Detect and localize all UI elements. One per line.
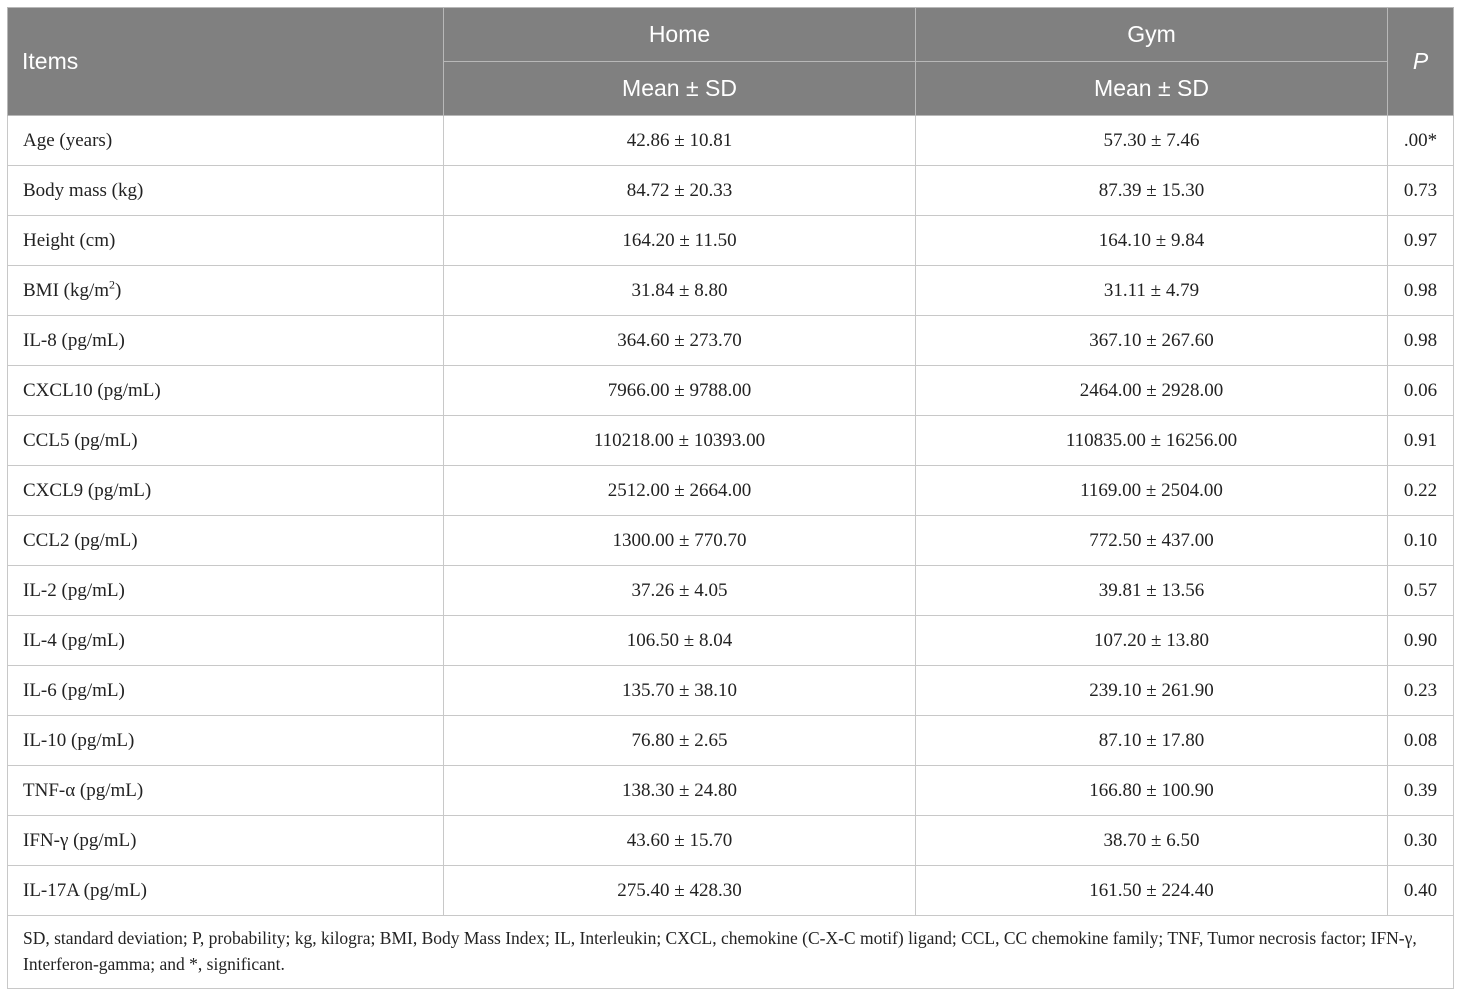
footnote-row bbox=[8, 916, 1454, 989]
cell-gym: 57.30 ± 7.46 bbox=[916, 116, 1388, 166]
cell-home: 138.30 ± 24.80 bbox=[444, 766, 916, 816]
table-row bbox=[8, 616, 1454, 666]
cell-home: 84.72 ± 20.33 bbox=[444, 166, 916, 216]
table-row bbox=[8, 566, 1454, 616]
table-row bbox=[8, 466, 1454, 516]
cell-item: IL-4 (pg/mL) bbox=[8, 616, 444, 666]
cell-item: CXCL9 (pg/mL) bbox=[8, 466, 444, 516]
cell-item-text: BMI (kg/m bbox=[23, 279, 110, 301]
cell-item: TNF-α (pg/mL) bbox=[8, 766, 444, 816]
table-row bbox=[8, 266, 1454, 316]
table-footnote: SD, standard deviation; P, probability; kg, kilogra; BMI, Body Mass Index; IL, Interleukin; CXCL, chemokine (C-X-C motif) ligand; CCL, CC chemokine family; TNF, Tumor necrosis factor; IFN-γ, Interferon-gamma; and *, significant. bbox=[8, 916, 1454, 989]
cell-p: 0.06 bbox=[1388, 366, 1454, 416]
cell-p: 0.39 bbox=[1388, 766, 1454, 816]
table-row bbox=[8, 666, 1454, 716]
header-gym-sub: Mean ± SD bbox=[916, 62, 1388, 116]
cell-p: 0.22 bbox=[1388, 466, 1454, 516]
cell-item: IL-17A (pg/mL) bbox=[8, 866, 444, 916]
cell-home: 364.60 ± 273.70 bbox=[444, 316, 916, 366]
table-row bbox=[8, 116, 1454, 166]
table-row bbox=[8, 716, 1454, 766]
cell-p: 0.10 bbox=[1388, 516, 1454, 566]
cell-home: 106.50 ± 8.04 bbox=[444, 616, 916, 666]
table-row bbox=[8, 416, 1454, 466]
cell-gym: 239.10 ± 261.90 bbox=[916, 666, 1388, 716]
header-home-sub: Mean ± SD bbox=[444, 62, 916, 116]
cell-gym: 772.50 ± 437.00 bbox=[916, 516, 1388, 566]
cell-item bbox=[8, 266, 444, 316]
cell-home: 31.84 ± 8.80 bbox=[444, 266, 916, 316]
cell-p: 0.97 bbox=[1388, 216, 1454, 266]
cell-gym: 161.50 ± 224.40 bbox=[916, 866, 1388, 916]
cell-item: IL-2 (pg/mL) bbox=[8, 566, 444, 616]
cell-item: CXCL10 (pg/mL) bbox=[8, 366, 444, 416]
cell-p: 0.91 bbox=[1388, 416, 1454, 466]
comparison-table bbox=[7, 7, 1454, 989]
cell-item: Age (years) bbox=[8, 116, 444, 166]
cell-item-tail: ) bbox=[115, 279, 122, 301]
cell-p: .00* bbox=[1388, 116, 1454, 166]
cell-item: IL-10 (pg/mL) bbox=[8, 716, 444, 766]
table-row bbox=[8, 766, 1454, 816]
cell-gym: 1169.00 ± 2504.00 bbox=[916, 466, 1388, 516]
cell-item: Body mass (kg) bbox=[8, 166, 444, 216]
header-gym: Gym bbox=[916, 8, 1388, 62]
cell-home: 7966.00 ± 9788.00 bbox=[444, 366, 916, 416]
cell-gym: 2464.00 ± 2928.00 bbox=[916, 366, 1388, 416]
header-items: Items bbox=[8, 8, 444, 116]
cell-gym: 39.81 ± 13.56 bbox=[916, 566, 1388, 616]
table-row bbox=[8, 166, 1454, 216]
cell-home: 135.70 ± 38.10 bbox=[444, 666, 916, 716]
cell-gym: 87.10 ± 17.80 bbox=[916, 716, 1388, 766]
cell-p: 0.30 bbox=[1388, 816, 1454, 866]
cell-p: 0.98 bbox=[1388, 316, 1454, 366]
cell-item: CCL5 (pg/mL) bbox=[8, 416, 444, 466]
cell-p: 0.57 bbox=[1388, 566, 1454, 616]
cell-item: CCL2 (pg/mL) bbox=[8, 516, 444, 566]
table-row bbox=[8, 216, 1454, 266]
cell-gym: 110835.00 ± 16256.00 bbox=[916, 416, 1388, 466]
table-row bbox=[8, 816, 1454, 866]
header-home: Home bbox=[444, 8, 916, 62]
cell-home: 76.80 ± 2.65 bbox=[444, 716, 916, 766]
cell-home: 43.60 ± 15.70 bbox=[444, 816, 916, 866]
cell-gym: 166.80 ± 100.90 bbox=[916, 766, 1388, 816]
header-p: P bbox=[1388, 8, 1454, 116]
table-row bbox=[8, 316, 1454, 366]
table-body bbox=[8, 116, 1454, 989]
cell-gym: 164.10 ± 9.84 bbox=[916, 216, 1388, 266]
cell-home: 2512.00 ± 2664.00 bbox=[444, 466, 916, 516]
cell-gym: 38.70 ± 6.50 bbox=[916, 816, 1388, 866]
cell-home: 275.40 ± 428.30 bbox=[444, 866, 916, 916]
table-header bbox=[8, 8, 1454, 116]
table-row bbox=[8, 866, 1454, 916]
cell-home: 42.86 ± 10.81 bbox=[444, 116, 916, 166]
cell-p: 0.40 bbox=[1388, 866, 1454, 916]
table-row bbox=[8, 516, 1454, 566]
table-row bbox=[8, 366, 1454, 416]
cell-item: IL-6 (pg/mL) bbox=[8, 666, 444, 716]
cell-item: IFN-γ (pg/mL) bbox=[8, 816, 444, 866]
cell-gym: 31.11 ± 4.79 bbox=[916, 266, 1388, 316]
cell-home: 164.20 ± 11.50 bbox=[444, 216, 916, 266]
cell-item: Height (cm) bbox=[8, 216, 444, 266]
cell-item-superscript: 2 bbox=[109, 277, 116, 292]
cell-home: 110218.00 ± 10393.00 bbox=[444, 416, 916, 466]
cell-gym: 107.20 ± 13.80 bbox=[916, 616, 1388, 666]
cell-gym: 87.39 ± 15.30 bbox=[916, 166, 1388, 216]
data-table-container bbox=[7, 7, 1453, 989]
cell-p: 0.23 bbox=[1388, 666, 1454, 716]
cell-item: IL-8 (pg/mL) bbox=[8, 316, 444, 366]
cell-p: 0.98 bbox=[1388, 266, 1454, 316]
cell-p: 0.08 bbox=[1388, 716, 1454, 766]
cell-p: 0.73 bbox=[1388, 166, 1454, 216]
cell-p: 0.90 bbox=[1388, 616, 1454, 666]
cell-home: 37.26 ± 4.05 bbox=[444, 566, 916, 616]
cell-home: 1300.00 ± 770.70 bbox=[444, 516, 916, 566]
cell-gym: 367.10 ± 267.60 bbox=[916, 316, 1388, 366]
